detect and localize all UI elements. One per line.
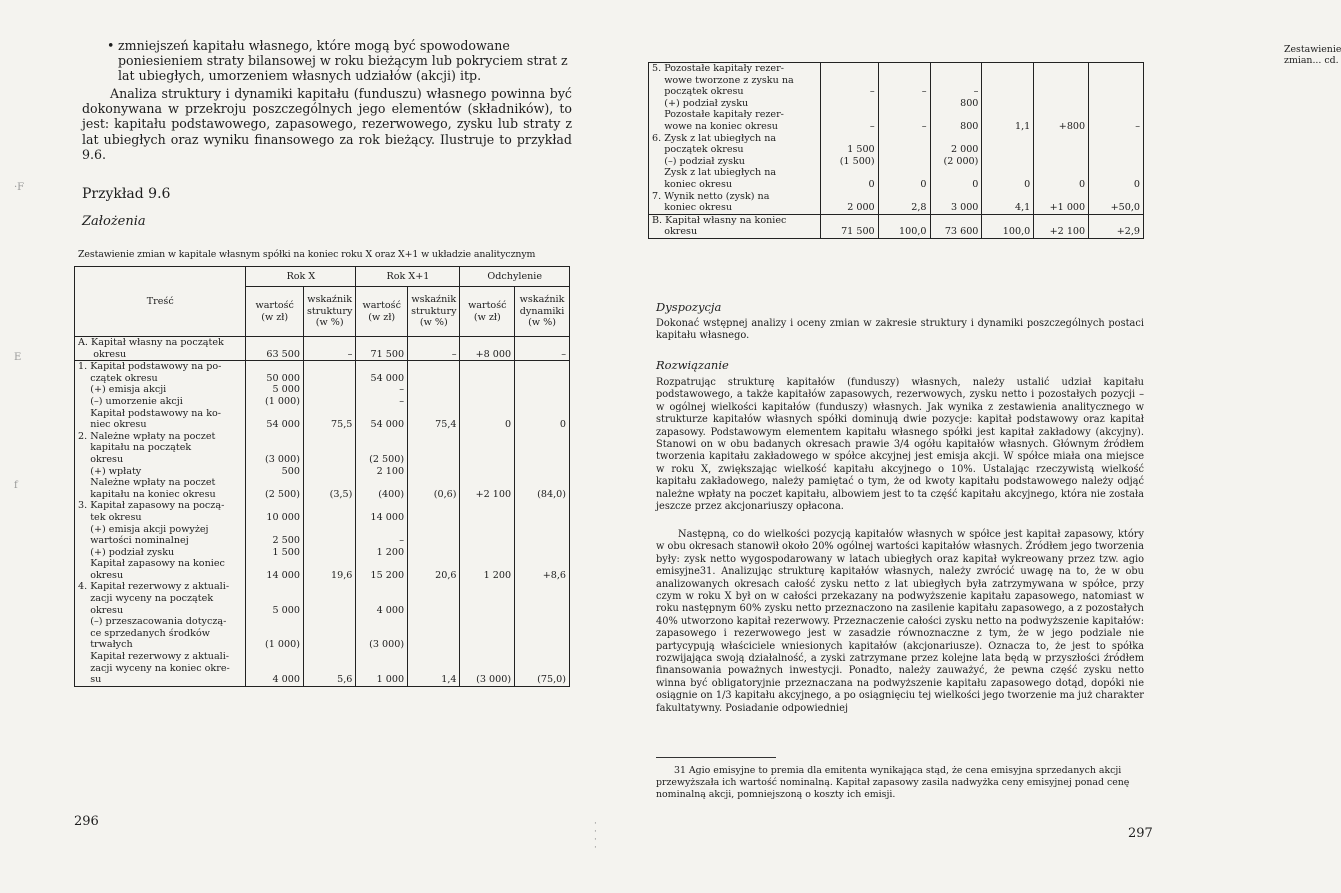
footnote-rule [656,757,776,758]
header-tresc: Treść [75,267,246,337]
row-value-d2: (75,0) [515,581,570,686]
row-value-v1: 1 500 (1 500) 0 [820,133,878,191]
bullet-icon: • [107,38,115,53]
row-value-v2: (2 500) 2 100 (400) [356,431,408,501]
row-value-d2: 0 [1089,133,1144,191]
row-value-s1: (3,5) [303,431,355,501]
header-dyn: wskaźnik dynamiki (w %) [515,287,570,337]
row-description: 3. Kapitał zapasowy na począ- tek okresu (+) emisja akcji powyżej wartości nominalnej (+) podział zysku Kapitał zapasowy na koniec okresu [75,500,246,581]
header-rok-x1: Rok X+1 [356,267,460,287]
row-value-v1: (3 000) 500 (2 500) [246,431,304,501]
row-value-s2: 75,4 [408,361,460,431]
row-value-v1: 50 000 5 000 (1 000) 54 000 [246,361,304,431]
row-value-d2: – [1089,63,1144,133]
row-value-s2: 100,0 [982,214,1034,238]
row-value-d1: +1 000 [1034,191,1089,215]
row-value-s1: 75,5 [303,361,355,431]
header-value: wartość (w zł) [356,287,408,337]
row-value-v2: – 800 800 [930,63,982,133]
table-row [75,361,570,431]
row-value-s1: 19,6 [303,500,355,581]
row-value-d1: +2 100 [460,431,515,501]
instruction-heading: Dyspozycja [656,300,722,314]
row-value-v1: – – [820,63,878,133]
footnote: 31 Agio emisyjne to premia dla emitenta wynikająca stąd, że cena emisyjna sprzedanych akcji przewyższała ich wartość nominalną. Kapitał zapasowy zasila nadwyżka ceny emisyjnej ponad cenę nominalną akcji, pomniejszoną o koszty ich emisji. [656,765,1130,800]
row-value-v2: 2 000 (2 000) 0 [930,133,982,191]
row-value-d1: +800 [1034,63,1089,133]
table-row [75,581,570,686]
header-rok-x: Rok X [246,267,356,287]
row-value-s1: 5,6 [303,581,355,686]
table-row [649,63,1144,133]
row-value-d1: 1 200 [460,500,515,581]
row-description: 6. Zysk z lat ubiegłych na początek okresu (–) podział zysku Zysk z lat ubiegłych na koniec okresu [649,133,821,191]
intro-paragraph: Analiza struktury i dynamiki kapitału (funduszu) własnego powinna być dokonywana w przekroju poszczególnych jego elementów (składników), to jest: kapitału podstawowego, zapasowego, rezerwowego, zysku lub straty z lat ubiegłych oraz wyniku finansowego za rok bieżący. Ilustruje to przykład 9.6. [82,86,572,162]
right-page [632,0,1341,893]
gutter-marks: · · · · [594,819,597,853]
row-value-v2: 3 000 [930,191,982,215]
row-description: 4. Kapitał rezerwowy z aktuali- zacji wyceny na początek okresu (–) przeszacowania dotyczą- ce sprzedanych środków trwałych Kapitał rezerwowy z aktuali- zacji wyceny na koniec okre- su [75,581,246,686]
table-row [75,431,570,501]
row-value-v1: 5 000 (1 000) 4 000 [246,581,304,686]
table-caption-cont: Zestawienie zmian... cd. [1284,44,1341,66]
table-row [649,214,1144,238]
row-value-s1: 100,0 [878,214,930,238]
edge-mark: ·F [14,182,25,193]
left-page [0,0,628,893]
solution-paragraph-2: Następną, co do wielkości pozycją kapitałów własnych w spółce jest kapitał zapasowy, który w obu okresach stanowił około 20% ogólnej wartości kapitałów własnych. Źródłem jego tworzenia były: zysk netto wygospodarowany w latach ubiegłych oraz kapitał wykreowany przez tzw. agio emisyjne31. Analizując strukturę kapitałów własnych, należy zwrócić uwagę na to, że w obu analizowanych okresach całość zysku netto z lat ubiegłych była zatrzymywana w spółce, przy czym w roku X był on w całości przekazany na podwyższenie kapitału zapasowego, natomiast w roku następnym 60% zysku netto przeznaczono na zasilenie kapitału zapasowego, a z pozostałych 40% utworzono kapitał rezerwowy. Przeznaczenie całości zysku netto na podwyższenie kapitałów: zapasowego i rezerwowego jest w zasadzie równoznaczne z tym, że w jego podziale nie partycypują właściciele wniesionych kapitałów (akcjonariusze). Oznacza to, że jest to spółka rozwijająca swoją działalność, a zyski zatrzymane przez kolejne lata będą w przyszłości źródłem finansowania poważnych inwestycji. Ponadto, należy zauważyć, że pewna część zysku netto winna być obligatoryjnie przeznaczana na podwyższenie kapitału zapasowego dotąd, dopóki nie osiągnie on 1/3 kapitału akcyjnego, a po osiągnięciu tej wielkości jego tworzenie ma już charakter fakultatywny. Posiadanie odpowiedniej [656,529,1144,714]
table-row [649,133,1144,191]
edge-mark: E [14,352,22,363]
row-value-v1: 63 500 [246,337,304,361]
solution-paragraph-1: Rozpatrując strukturę kapitałów (funduszy) własnych, należy ustalić udział kapitału podstawowego, a także kapitałów zapasowych, rezerwowych, zysku netto i pozostałych pozycji – w ogólnej wielkości kapitałów (funduszy) własnych. Jak wynika z zestawienia analitycznego w strukturze kapitałów własnych spółki dominują dwie pozycje: kapitał podstawowy oraz kapitał zapasowy. Podstawowym elementem kapitału własnego spółki jest kapitał zakładowy (akcyjny). Stanowi on w obu badanych okresach prawie 3/4 ogółu kapitałów własnych. Głównym źródłem tworzenia kapitału zakładowego w spółce akcyjnej jest emisja akcji. W spółce miała ona miejsce w roku X, zwiększając wielkość kapitału akcyjnego o 10%. Ustalając rzeczywistą wielkość kapitału zakładowego, należy pamiętać o tym, że od kwoty kapitału podstawowego należy odjąć należne wpłaty na poczet kapitału, albowiem jest to ta część kapitału akcyjnego, która nie została jeszcze przez akcjonariuszy opłacona. [656,377,1144,513]
row-value-d2: 0 [515,361,570,431]
capital-table [74,266,570,687]
example-title: Przykład 9.6 [82,186,171,202]
row-value-s2: 0 [982,133,1034,191]
row-value-d1: 0 [460,361,515,431]
instruction-text: Dokonać wstępnej analizy i oceny zmian w zakresie struktury i dynamiki poszczególnych postaci kapitału własnego. [656,318,1144,342]
row-description: 5. Pozostałe kapitały rezer- wowe tworzone z zysku na początek okresu (+) podział zysku Pozostałe kapitały rezer- wowe na koniec okresu [649,63,821,133]
row-description: A. Kapitał własny na początek okresu [75,337,246,361]
table-row [75,337,570,361]
row-value-v2: 14 000 – 1 200 15 200 [356,500,408,581]
row-value-d1: +2 100 [1034,214,1089,238]
row-value-d2: +2,9 [1089,214,1144,238]
capital-table-continued [648,62,1144,239]
row-value-s2: 1,4 [408,581,460,686]
row-value-s2: 1,1 [982,63,1034,133]
row-value-v2: 73 600 [930,214,982,238]
row-value-d2: – [515,337,570,361]
table-row [649,191,1144,215]
header-struct: wskaźnik struktury (w %) [303,287,355,337]
row-description: 7. Wynik netto (zysk) na koniec okresu [649,191,821,215]
page-number: 296 [74,814,99,829]
edge-mark: f [14,480,18,491]
row-value-v2: 4 000 (3 000) 1 000 [356,581,408,686]
row-value-v1: 10 000 2 500 1 500 14 000 [246,500,304,581]
row-value-s2: (0,6) [408,431,460,501]
header-struct: wskaźnik struktury (w %) [408,287,460,337]
row-description: 1. Kapitał podstawowy na po- czątek okresu (+) emisja akcji (–) umorzenie akcji Kapitał podstawowy na ko- niec okresu [75,361,246,431]
bullet-item [107,38,570,84]
row-value-d1: +8 000 [460,337,515,361]
row-value-v1: 2 000 [820,191,878,215]
row-value-v1: 71 500 [820,214,878,238]
row-description: 2. Należne wpłaty na poczet kapitału na początek okresu (+) wpłaty Należne wpłaty na poczet kapitału na koniec okresu [75,431,246,501]
row-value-s1: 2,8 [878,191,930,215]
bullet-text: zmniejszeń kapitału własnego, które mogą być spowodowane poniesieniem straty bilansowej w roku bieżącym lub pokryciem strat z lat ubiegłych, umorzeniem własnych udziałów (akcji) itp. [118,38,568,84]
row-description: B. Kapitał własny na koniec okresu [649,214,821,238]
row-value-d1: (3 000) [460,581,515,686]
row-value-d2: (84,0) [515,431,570,501]
table-caption: Zestawienie zmian w kapitale własnym spółki na koniec roku X oraz X+1 w układzie analitycznym [78,249,536,260]
row-value-s2: 20,6 [408,500,460,581]
row-value-s1: 0 [878,133,930,191]
row-value-s2: – [408,337,460,361]
row-value-s1: – – [878,63,930,133]
header-value: wartość (w zł) [460,287,515,337]
header-value: wartość (w zł) [246,287,304,337]
row-value-v2: 71 500 [356,337,408,361]
row-value-d2: +50,0 [1089,191,1144,215]
row-value-s2: 4,1 [982,191,1034,215]
row-value-v2: 54 000 – – 54 000 [356,361,408,431]
header-odchylenie: Odchylenie [460,267,570,287]
assumptions-heading: Założenia [82,214,146,229]
row-value-d1: 0 [1034,133,1089,191]
table-row [75,500,570,581]
row-value-s1: – [303,337,355,361]
page-number: 297 [1128,826,1153,841]
solution-heading: Rozwiązanie [656,358,729,372]
row-value-d2: +8,6 [515,500,570,581]
